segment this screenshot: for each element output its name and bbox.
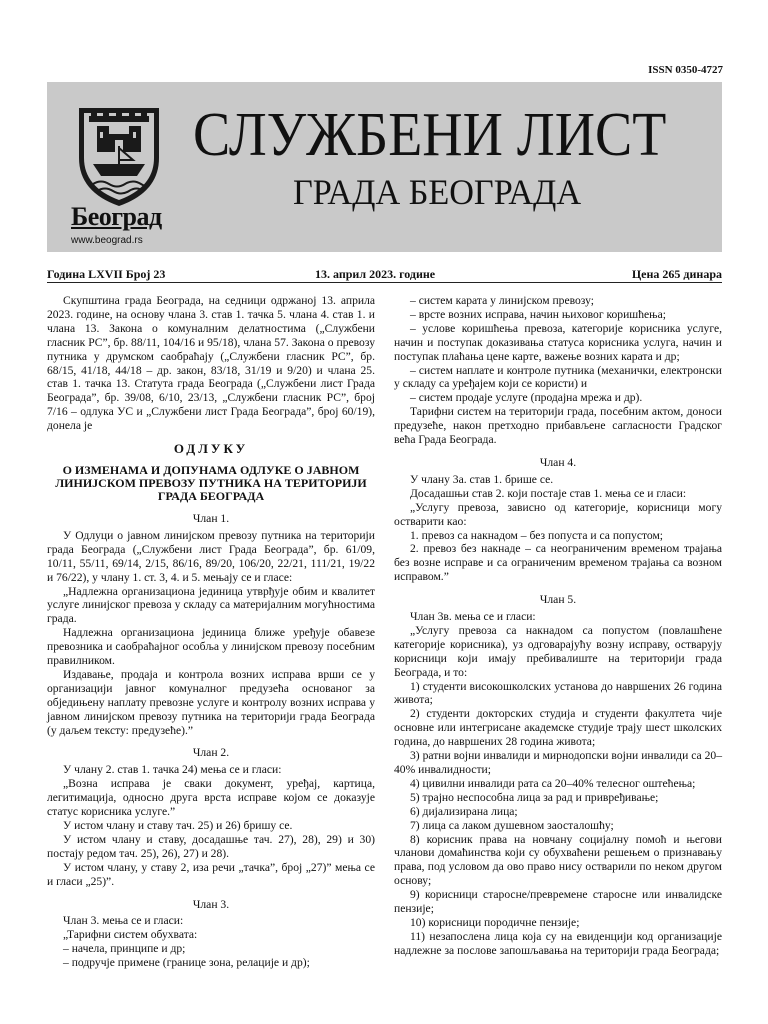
paragraph: – систем наплате и контроле путника (механички, електронски у складу са уређајем који се користи) и <box>394 363 722 391</box>
paragraph: У истом члану и ставу тач. 25) и 26) бришу се. <box>63 819 293 832</box>
masthead-banner <box>47 82 722 252</box>
paragraph: – подручје примене (границе зона, релације и др); <box>63 956 310 970</box>
paragraph: „Возна исправа је сваки документ, уређај, картица, легитимација, односно друга врста исправе којом се доказује статус корисника услуге.” <box>47 777 375 819</box>
paragraph: Досадашњи став 2. који постаје став 1. мења се и гласи: <box>410 486 687 500</box>
decision-title: О ИЗМЕНАМА И ДОПУНАМА ОДЛУКЕ О ЈАВНОМ ЛИНИЈСКОМ ПРЕВОЗУ ПУТНИКА НА ТЕРИТОРИЈИ ГРАДА БЕОГРАДА <box>55 462 367 503</box>
list-item: 2) студенти докторских студија и студенти факултета чије основне или интегрисане академске студије трају шест школских година, до навршених 28 година живота; <box>394 707 722 749</box>
issue-price: Цена 265 динара <box>631 267 722 281</box>
issue-info-bar <box>47 264 722 283</box>
paragraph: – услове коришћења превоза, категорије корисника услуге, начин и поступак доказивања статуса корисника услуга, начин и поступак плаћања цене карте, важење возних карата и др; <box>394 321 722 363</box>
logo-wordmark: Београд <box>71 202 162 231</box>
paragraph: „Услугу превоза са накнадом са попустом (повлашћене категорије корисника), уз одговарајућу возну исправу, остварују корисници који имају пребивалиште на територији града Београда, и то: <box>394 623 722 679</box>
paragraph: 2. превоз без накнаде – са неограниченим временом трајања без возне исправе и са ограниченим временом трајања са возном исправом.” <box>394 542 722 584</box>
paragraph: – систем карата у линијском превозу; <box>410 294 594 307</box>
paragraph: У истом члану и ставу, досадашње тач. 27), 28), 29) и 30) постају редом тач. 25), 26), 27) и 28). <box>47 832 375 860</box>
article-4-heading: Члан 4. <box>539 455 577 469</box>
list-item: 10) корисници породичне пензије; <box>410 915 580 929</box>
list-item: 4) цивилни инвалиди рата са 20–40% телесног оштећења; <box>410 776 696 790</box>
left-column <box>47 294 375 970</box>
paragraph: У Одлуци о јавном линијском превозу путника на територији града Београда („Службени лист Града Београда”, бр. 61/09, 10/11, 55/11, 69/14, 2/15, 86/16, 89/20, 106/20, 22/21, 111/21, 19/22 и 76/22), у члану 1. ст. 3, 4. и 5. мењају се и гласе: <box>47 528 375 584</box>
list-item: 6) дијализирана лица; <box>410 804 518 818</box>
list-item: 8) корисник права на новчану социјалну помоћ и његови чланови домаћинства који су обухваћени решењем о признавању права, под условом да ово право нису остварили по неком другом основу; <box>394 832 722 888</box>
paragraph: „Надлежна организациона јединица утврђује обим и квалитет услуге линијског превоза у складу са материјалним могућностима града. <box>47 584 375 626</box>
list-item: 9) корисници старосне/превремене старосне или инвалидске пензије; <box>394 888 722 916</box>
article-2-heading: Члан 2. <box>192 746 230 760</box>
list-item: 7) лица са лаком душевном заосталошћу; <box>410 818 614 832</box>
paragraph: Члан 3. мења се и гласи: <box>63 914 184 928</box>
list-item: 1) студенти високошколских установа до навршених 26 година живота; <box>394 679 722 707</box>
article-3-heading: Члан 3. <box>192 897 230 911</box>
list-item: 3) ратни војни инвалиди и мирнодопски војни инвалиди са 20–40% инвалидности; <box>394 749 722 776</box>
publication-title: СЛУЖБЕНИ ЛИСТ <box>193 101 667 169</box>
list-item: 5) трајно неспособна лица за рад и привређивање; <box>410 790 659 804</box>
paragraph: Члан 3в. мења се и гласи: <box>410 610 536 624</box>
issue-date: 13. април 2023. године <box>315 267 436 281</box>
list-item: 11) незапослена лица која су на евиденцији код организације надлежне за послове запошљавања на територији града Београда; <box>394 929 722 957</box>
article-1-heading: Члан 1. <box>192 511 230 525</box>
paragraph: У истом члану, у ставу 2, иза речи „тачка”, број „27)” мења се и гласи „25)”. <box>47 860 375 888</box>
paragraph: – систем продаје услуге (продајна мрежа и др). <box>410 391 643 405</box>
paragraph: „Услугу превоза, зависно од категорије, корисници могу остварити као: <box>394 500 722 528</box>
paragraph: – врсте возних исправа, начин њиховог коришћења; <box>410 307 666 321</box>
decision-label: ОДЛУКУ <box>173 441 249 457</box>
article-5-heading: Члан 5. <box>539 593 577 607</box>
intro-paragraph: Скупштина града Београда, на седници одржаној 13. априла 2023. године, на основу члана 3. став 1. тачка 5. члана 4. став 1. и члана 13. Закона о комуналним делатностима („Службени гласник РС”, бр. 88/11, 104/16 и 95/18), члана 57. Закона о превозу путника у друмском саобраћају („Службени гласник РС”, бр. 68/15, 41/18, 44/18 – др. закон, 83/18, 31/19 и 9/20) и члана 25. став 1. тачка 13. Статута града Београда („Службени лист Града Београда”, бр. 39/08, 6/10, 23/13, „Службени гласник РС”, број 7/16 – одлука УС и „Службени лист Града Београда”, број 60/19), донела је <box>47 294 375 433</box>
right-column <box>394 294 722 958</box>
paragraph: 1. превоз са накнадом – без попуста и са попустом; <box>410 528 664 542</box>
paragraph: У члану 3а. став 1. брише се. <box>410 472 554 486</box>
paragraph: – начела, принципе и др; <box>63 942 186 956</box>
paragraph: Тарифни систем на територији града, посебним актом, доноси предузеће, након претходно прибављене сагласности Градског већа Града Београда. <box>394 405 722 447</box>
paragraph: У члану 2. став 1. тачка 24) мења се и гласи: <box>63 763 282 777</box>
publication-subtitle: ГРАДА БЕОГРАДА <box>293 172 582 212</box>
paragraph: „Тарифни систем обухвата: <box>63 928 198 942</box>
paragraph: Издавање, продаја и контрола возних исправа врши се у организацији јавног комуналног предузећа основаног за обједињену наплату превозне услуге и контролу возних исправа у јавном линијском превозу путника на територији града Београда (у даљем тексту: предузеће).” <box>47 667 375 737</box>
logo-url: www.beograd.rs <box>71 235 143 246</box>
issue-year-number: Година LXVII Број 23 <box>47 267 166 281</box>
paragraph: Надлежна организациона јединица ближе уређује обавезе превозника и саобраћајног особља у линијском превозу посебним правилником. <box>47 626 375 668</box>
issn-number: ISSN 0350-4727 <box>648 64 723 76</box>
